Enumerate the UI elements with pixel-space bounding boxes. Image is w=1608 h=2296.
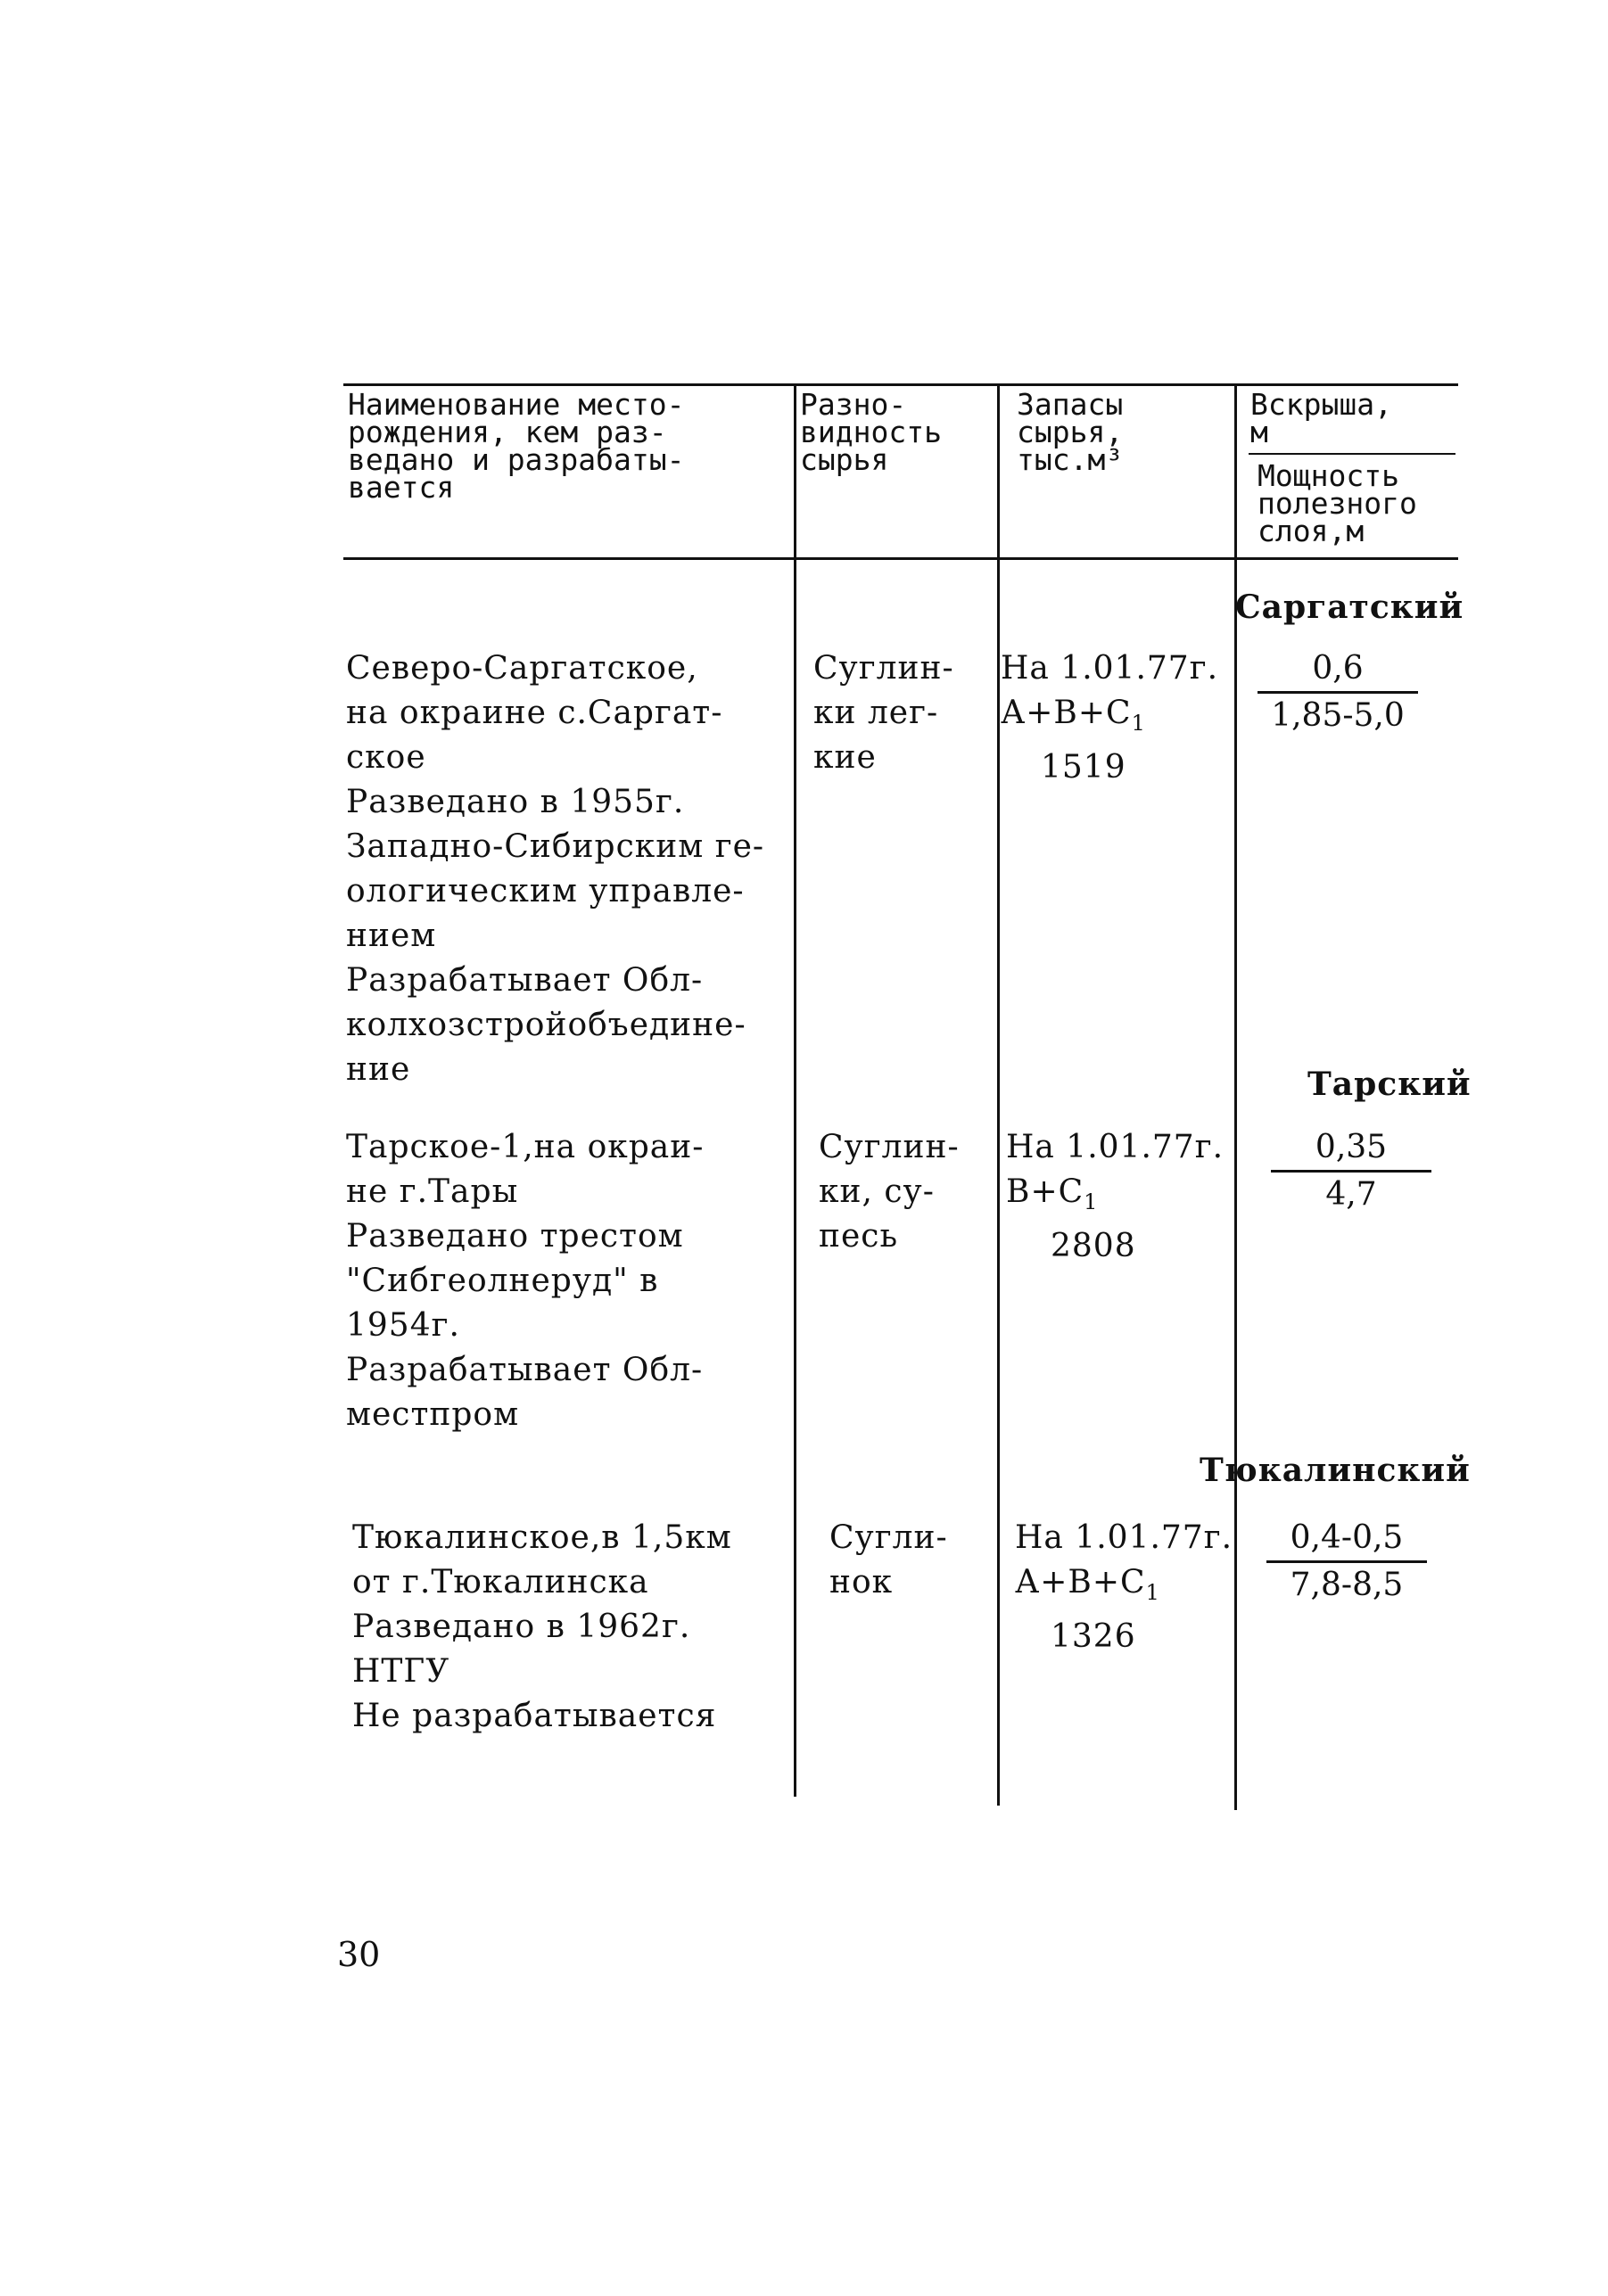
header-name-line: ведано и разрабаты-	[348, 442, 685, 477]
header-overburden-line: м	[1250, 415, 1268, 449]
district-label: Саргатский	[1235, 588, 1464, 626]
thickness-value: 1,85-5,0	[1271, 697, 1405, 734]
reserves-category-text: В+С	[1006, 1173, 1084, 1210]
reserves	[1015, 1516, 1233, 1659]
material-type-line: ки, су-	[819, 1173, 935, 1210]
header-name-line: Наименование место-	[348, 387, 685, 422]
overburden-value: 0,4-0,5	[1266, 1516, 1427, 1563]
material-type-line: песь	[819, 1218, 899, 1255]
reserves-category-text: А+В+С	[1001, 695, 1132, 731]
reserves-category-sub: 1	[1084, 1189, 1099, 1215]
deposit-name-line: ние	[346, 1051, 411, 1088]
deposit-name-line: Разведано в 1955г.	[346, 784, 685, 820]
reserves-category	[1006, 1170, 1224, 1224]
deposit-name-line: Тарское-1,на окраи-	[346, 1129, 705, 1165]
material-type-line: Суглин-	[819, 1129, 960, 1165]
overburden-fraction	[1249, 646, 1427, 738]
material-type-line: нок	[829, 1564, 894, 1601]
deposit-name-line: на окраине с.Саргат-	[346, 695, 723, 731]
overburden-fraction	[1262, 1125, 1440, 1217]
reserves-date: На 1.01.77г.	[1006, 1129, 1225, 1165]
reserves	[1001, 646, 1218, 790]
deposit-name-line: Западно-Сибирским ге-	[346, 828, 765, 865]
header-thickness-line: Мощность	[1258, 458, 1399, 493]
deposit-name-line: Разведано в 1962г.	[352, 1609, 691, 1645]
header-overburden-line: Вскрыша,	[1250, 387, 1392, 422]
header-type-line: сырья	[800, 442, 889, 477]
deposit-name-line: 1954г.	[346, 1307, 460, 1344]
deposit-name-line: Разрабатывает Обл-	[346, 1352, 704, 1388]
header-col4-divider	[1249, 453, 1455, 455]
header-name-line: рождения, кем раз-	[348, 415, 667, 449]
col-divider-2	[997, 383, 1000, 1806]
header-type-line: Разно-	[800, 387, 907, 422]
header-name-line: вается	[348, 470, 455, 505]
material-type-line: ки лег-	[813, 695, 939, 731]
deposit-name-line: нием	[346, 918, 437, 954]
district-label: Тарский	[1307, 1066, 1472, 1103]
reserves-value: 1326	[1051, 1618, 1136, 1656]
deposit-name-line: не г.Тары	[346, 1173, 519, 1210]
deposit-name-line: Тюкалинское,в 1,5км	[352, 1519, 732, 1556]
deposit-name-line: Северо-Саргатское,	[346, 650, 698, 687]
header-reserves	[1017, 387, 1124, 477]
material-type	[829, 1516, 948, 1605]
deposit-name-line: ологическим управле-	[346, 873, 745, 909]
material-type	[813, 646, 954, 780]
overburden-value: 0,35	[1271, 1125, 1431, 1173]
header-overburden	[1250, 387, 1392, 449]
reserves-date: На 1.01.77г.	[1001, 650, 1219, 687]
header-type-line: видность	[800, 415, 942, 449]
page-number: 30	[337, 1935, 381, 1974]
reserves-category-text: А+В+С	[1015, 1564, 1146, 1601]
header-reserves-line: сырья,	[1017, 415, 1124, 449]
header-thickness	[1258, 458, 1417, 548]
table-top-rule	[343, 383, 1458, 386]
reserves-category-sub: 1	[1131, 711, 1146, 737]
deposit-name-line: "Сибгеолнеруд" в	[346, 1263, 659, 1299]
deposit-name	[352, 1516, 732, 1739]
material-type-line: кие	[813, 739, 877, 776]
deposit-name-line: Не разрабатывается	[352, 1698, 717, 1734]
reserves-category	[1001, 691, 1218, 745]
header-reserves-line: Запасы	[1017, 387, 1124, 422]
deposit-name	[346, 1125, 704, 1437]
thickness-value: 4,7	[1325, 1176, 1377, 1213]
header-name	[348, 387, 685, 505]
reserves-value: 1519	[1041, 749, 1126, 786]
header-reserves-line: тыс.м³	[1017, 442, 1124, 477]
district-label: Тюкалинский	[1200, 1452, 1471, 1489]
deposit-name-line: Разрабатывает Обл-	[346, 962, 704, 999]
deposit-name-line: местпром	[346, 1396, 520, 1433]
reserves	[1006, 1125, 1224, 1269]
header-type	[800, 387, 942, 477]
deposit-name-line: Разведано трестом	[346, 1218, 684, 1255]
reserves-category	[1015, 1560, 1233, 1615]
material-type-line: Сугли-	[829, 1519, 948, 1556]
reserves-date: На 1.01.77г.	[1015, 1519, 1233, 1556]
material-type	[819, 1125, 960, 1259]
reserves-value: 2808	[1051, 1228, 1136, 1265]
overburden-value: 0,6	[1258, 646, 1418, 694]
material-type-line: Суглин-	[813, 650, 954, 687]
header-thickness-line: слоя,м	[1258, 514, 1365, 548]
deposit-name	[346, 646, 764, 1092]
overburden-fraction	[1258, 1516, 1436, 1608]
thickness-value: 7,8-8,5	[1290, 1567, 1404, 1603]
header-thickness-line: полезного	[1258, 486, 1417, 521]
deposit-name-line: НТГУ	[352, 1653, 450, 1690]
header-bottom-rule	[343, 557, 1458, 560]
reserves-category-sub: 1	[1145, 1580, 1160, 1606]
deposit-name-line: от г.Тюкалинска	[352, 1564, 649, 1601]
deposit-name-line: колхозстройобъедине-	[346, 1007, 746, 1043]
deposit-name-line: ское	[346, 739, 426, 776]
col-divider-1	[794, 383, 796, 1797]
